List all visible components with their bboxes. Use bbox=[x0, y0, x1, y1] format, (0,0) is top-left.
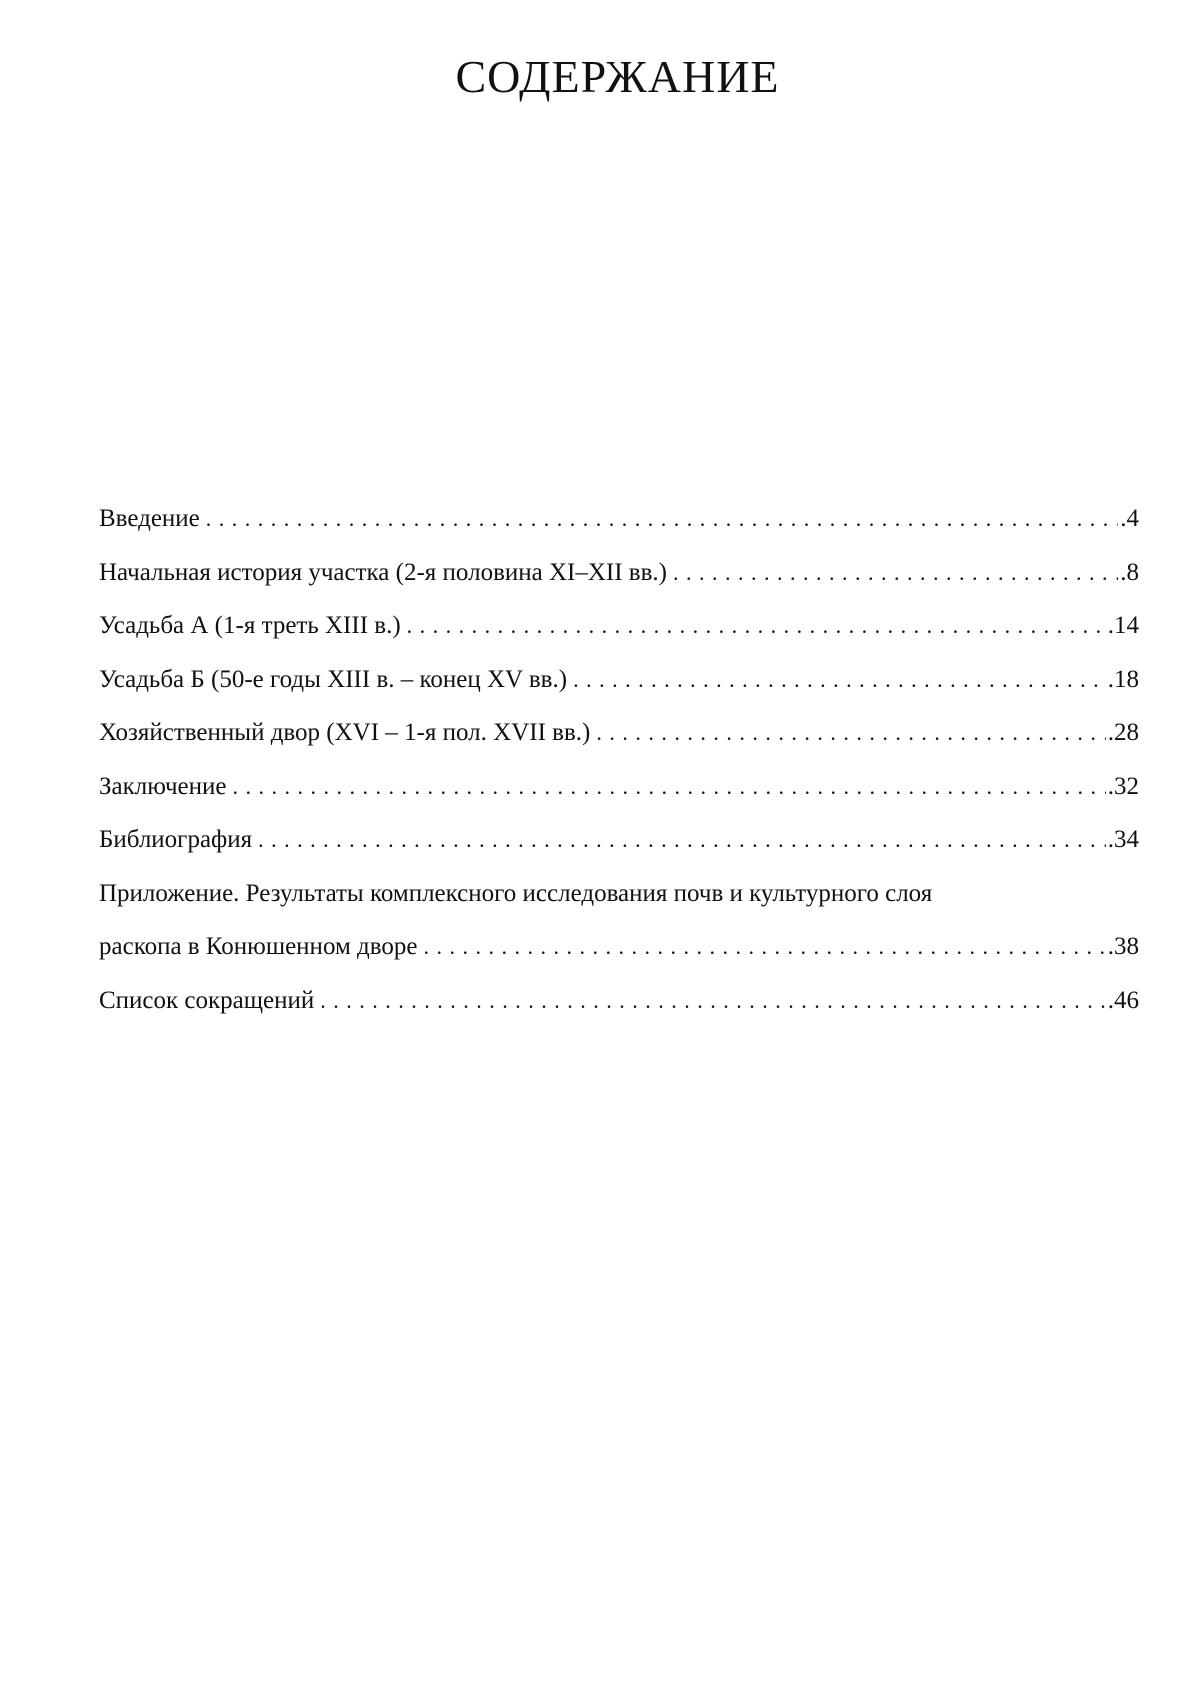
toc-page-number: .18 bbox=[1107, 665, 1139, 693]
dot-leader bbox=[407, 613, 1106, 639]
dot-leader bbox=[596, 720, 1105, 746]
toc-entry-early-history[interactable] bbox=[99, 559, 1139, 613]
toc-entry-label: раскопа в Конюшенном дворе bbox=[99, 933, 418, 960]
toc-entry-label: Введение bbox=[99, 505, 200, 532]
toc-entry-label: Усадьба А (1-я треть XIII в.) bbox=[99, 612, 401, 639]
toc-entry-appendix-line-2[interactable] bbox=[99, 933, 1139, 987]
toc-page-number: .38 bbox=[1107, 933, 1139, 960]
toc-entry-appendix-line-1[interactable] bbox=[99, 880, 1139, 934]
toc-entry-conclusion[interactable] bbox=[99, 773, 1139, 827]
dot-leader bbox=[233, 774, 1106, 800]
toc-entry-label: Начальная история участка (2-я половина XI–XII вв.) bbox=[99, 558, 667, 586]
toc-entry-estate-b[interactable] bbox=[99, 666, 1139, 720]
toc-page-number: .34 bbox=[1107, 826, 1139, 853]
toc-entry-label: Приложение. Результаты комплексного исследования почв и культурного слоя bbox=[99, 879, 933, 907]
dot-leader bbox=[258, 827, 1106, 853]
toc-entry-label: Список сокращений bbox=[99, 986, 315, 1014]
toc-entry-label: Библиография bbox=[99, 826, 253, 853]
toc-entry-label: Заключение bbox=[99, 772, 227, 800]
toc-entry-estate-a[interactable] bbox=[99, 612, 1139, 666]
toc-entry-household-yard[interactable] bbox=[99, 719, 1139, 773]
toc-page-number: .32 bbox=[1107, 772, 1139, 800]
dot-leader bbox=[320, 988, 1106, 1014]
toc-page-number: .46 bbox=[1107, 986, 1139, 1014]
toc-entry-label: Усадьба Б (50-е годы XIII в. – конец XV вв.) bbox=[99, 665, 568, 693]
page-title: СОДЕРЖАНИЕ bbox=[455, 51, 780, 102]
dot-leader bbox=[206, 506, 1118, 532]
toc-entry-bibliography[interactable] bbox=[99, 826, 1139, 880]
toc-page-number: .28 bbox=[1107, 719, 1139, 746]
toc-page-number: .14 bbox=[1107, 612, 1139, 639]
toc-page-number: .8 bbox=[1120, 558, 1139, 586]
dot-leader bbox=[423, 934, 1105, 960]
table-of-contents bbox=[99, 505, 1139, 1040]
toc-entry-introduction[interactable] bbox=[99, 505, 1139, 559]
toc-entry-abbreviations[interactable] bbox=[99, 987, 1139, 1041]
toc-entry-label: Хозяйственный двор (XVI – 1-я пол. XVII вв.) bbox=[99, 719, 591, 746]
toc-page-number: .4 bbox=[1120, 505, 1139, 532]
dot-leader bbox=[673, 560, 1118, 586]
dot-leader bbox=[573, 667, 1106, 693]
